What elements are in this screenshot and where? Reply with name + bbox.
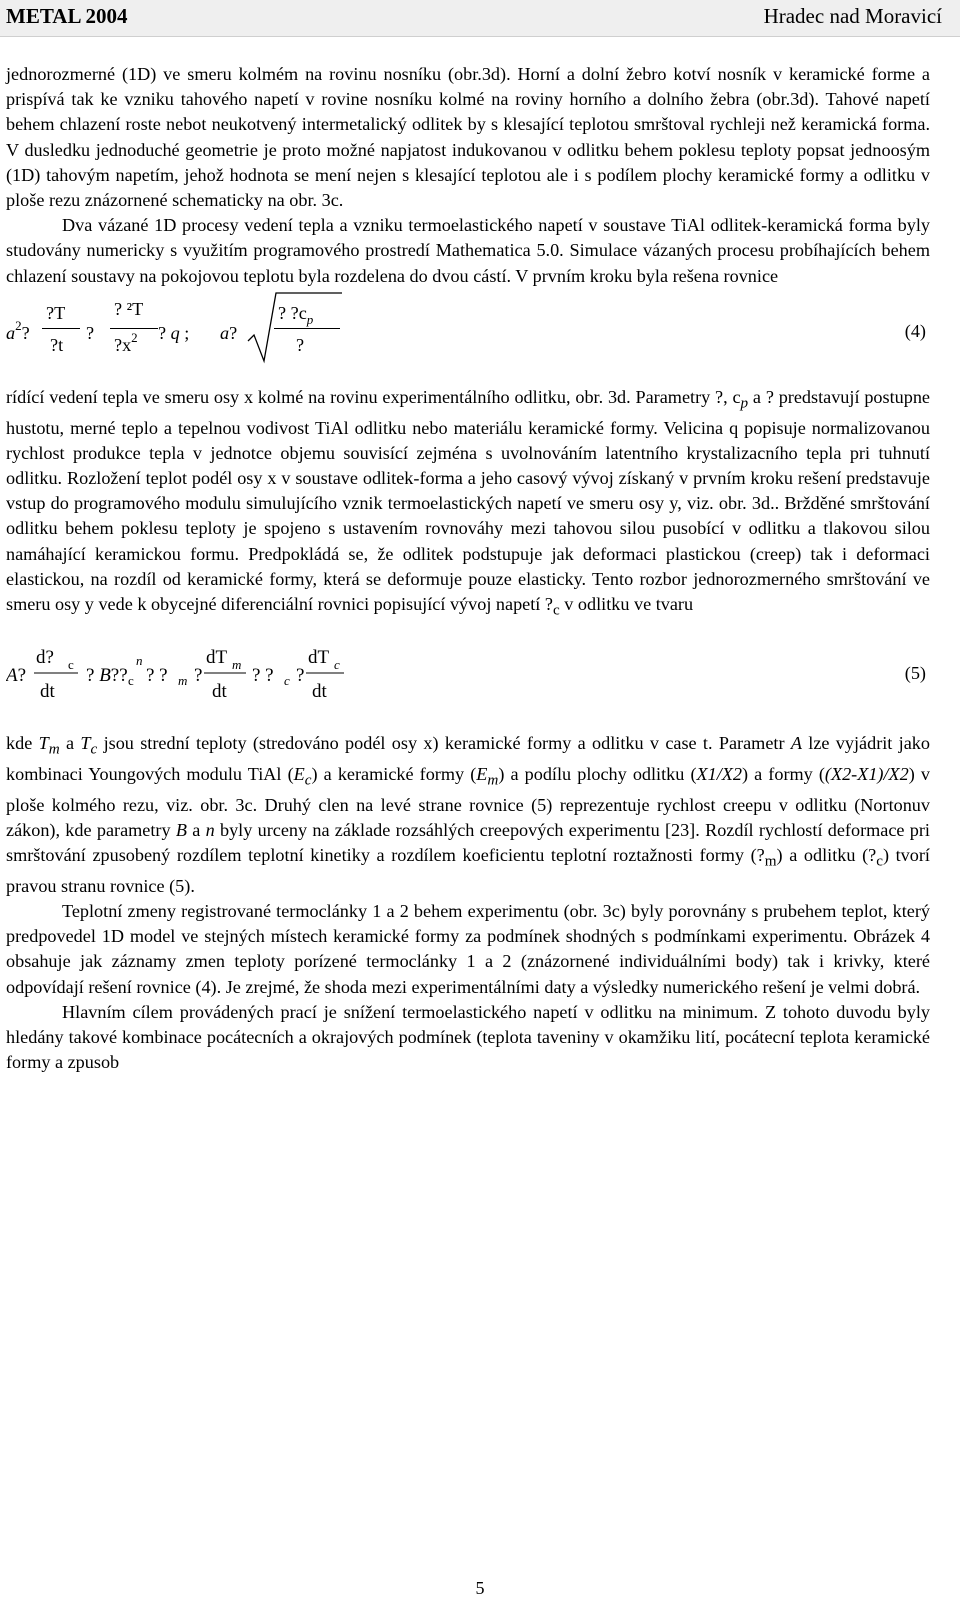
- svg-text:A?: A?: [6, 664, 27, 686]
- p4-text-11: ) a odlitku (?: [776, 845, 877, 866]
- svg-text:n: n: [136, 652, 143, 668]
- eq5-formula: [6, 629, 646, 725]
- page-number: 5: [475, 1578, 485, 1598]
- paragraph-3-text-b: a ? predstavují postupne hustotu, merné teplo a tepelnou vodivost TiAl odlitku nebo materiálu keramické formy. Velicina q popisuje normalizovanou rychlost produkce tepla v jednotce objemu souvisící zejména s uvolnováním latentního krystalizacního tepla pri tuhnutí odlitku. Rozložení teplot podél osy x v soustave odlitek-forma a jeho casový vývoj získaný v prvním kroku rešení predstavuje vstup do programového modulu simulujícího vznik termoelastických napetí ve smeru osy y, viz. obr. 3d.. Bržděné smrštování odlitku behem poklesu teploty je spojeno s ustavením rovnováhy mezi tahovou silou pusobící v odlitku a tlakovou silou namáhající keramickou formu. Predpokládá se, že odlitek podstupuje jak deformaci plastickou (creep) tak i deformaci elastickou, na rozdíl od keramické formy, která se deformuje pouze elasticky. Tento rozbor jednorozmerného smrštování ve smeru osy y vede k obycejné diferenciální rovnici popisující vývoj napetí ?: [6, 386, 930, 615]
- p4-text-4: lze vyjádrit jako kombinaci Youngových modulu TiAl (: [6, 732, 930, 784]
- p4-X2X1: (X2-X1)/X2: [824, 763, 909, 784]
- eq4-q1: ?: [21, 322, 30, 343]
- p4-text-5: ) a keramické formy (: [311, 763, 477, 784]
- svg-text:c: c: [284, 672, 290, 688]
- p4-Ec: E: [293, 763, 305, 784]
- eq4-sup-2b: 2: [131, 329, 138, 345]
- paragraph-1: jednorozmerné (1D) ve smeru kolmém na rovinu nosníku (obr.3d). Horní a dolní žebro kotví nosník v keramické forme a prispívá tak ke vzniku tahového napetí v rovine nosníku kolmé na roviny horního a dolního žebra (obr.3d). Tahové napetí behem chlazení roste nebot neukotvený intermetalický odlitek by s klesající teplotou smrštoval rychleji než keramická forma. V dusledku jednoduché geometrie je proto možné napjatost indukovanou v odlitku behem poklesu teploty popsat jednoosým (1D) tahovým napetím, jehož hodnota se mení nejen s klesající teplotou ale i s podílem plochy keramické formy a odlitku v ploše rezu znázornené schematicky na obr. 3c.: [6, 64, 930, 211]
- p4-text-3: jsou strední teploty (stredováno podél osy x) keramické formy a odlitku v case t. Parametr: [97, 732, 791, 753]
- eq4-den: ?: [296, 334, 305, 355]
- p4-text-10: byly urceny na základe rozsáhlých creepových experimentu [23]. Rozdíl rychlostí deformace pri smrštování zpusobený rozdílem teplotní kinetiky a rozdílem koeficientu teplotní roztažnosti formy (?: [6, 819, 930, 866]
- svg-text:dt: dt: [212, 680, 227, 702]
- p4-n: n: [205, 819, 215, 840]
- eq4-a: a: [6, 322, 16, 343]
- eq4-frac-line-1: [42, 328, 80, 329]
- eq4-dx: ?x: [114, 334, 132, 355]
- p4-sub-m: m: [48, 740, 60, 758]
- eq4-d2T: ? ²T: [114, 298, 144, 319]
- p4-text-2: a: [59, 732, 81, 753]
- svg-text:dt: dt: [40, 680, 55, 702]
- svg-text:c: c: [68, 656, 74, 672]
- svg-text:?: ?: [194, 664, 203, 686]
- p4-sub-m2: m: [487, 771, 499, 789]
- paragraph-3-text-c: v odlitku ve tvaru: [559, 594, 694, 615]
- p4-sub-c3: c: [876, 852, 883, 870]
- eq4-q2: ?: [86, 322, 95, 343]
- eq4-q3: ?: [158, 322, 167, 343]
- svg-text:dT: dT: [206, 646, 228, 668]
- equation-4-number: (4): [904, 320, 926, 341]
- p4-Tm: T: [38, 732, 49, 753]
- paragraph-4: [6, 731, 930, 899]
- running-header: [0, 0, 960, 37]
- svg-text:? B??: ? B??: [86, 664, 128, 686]
- svg-text:c: c: [128, 672, 134, 688]
- svg-text:m: m: [232, 656, 242, 672]
- paragraph-3-sub-c: c: [552, 601, 560, 619]
- eq4-semicolon: ;: [184, 322, 190, 343]
- conference-name: METAL 2004: [6, 4, 128, 28]
- svg-text:dt: dt: [312, 680, 327, 702]
- eq4-frac-line-2: [110, 328, 158, 329]
- paragraph-6: Hlavním cílem provádených prací je snížení termoelastického napetí v odlitku na minimum. Z tohoto duvodu byly hledány takové kombinace pocátecních a okrajových podmínek (teplota taveniny v okamžiku lití, pocátecní teplota keramické formy a zpusob: [6, 1001, 930, 1073]
- equation-5: [6, 623, 930, 731]
- p4-sub-c2: c: [304, 771, 312, 789]
- eq4-q: q: [170, 322, 180, 343]
- equation-5-number: (5): [904, 662, 926, 683]
- paragraph-2: Dva vázané 1D procesy vedení tepla a vzniku termoelastického napetí v soustave TiAl odlitek-keramická forma byly studovány numericky s využitím programového prostredí Mathematica 5.0. Simulace vázaných procesu probíhajících behem chlazení soustavy na pokojovou teplotu byla rozdelena do dvou cástí. V prvním kroku byla rešena rovnice: [6, 215, 930, 286]
- svg-text:? ?: ? ?: [252, 664, 274, 686]
- p4-text-1: kde: [6, 732, 39, 753]
- paragraph-5: Teplotní zmeny registrované termoclánky 1 a 2 behem experimentu (obr. 3c) byly porovnány s prubehem teplot, který predpovedel 1D model ve stejných místech keramické formy za podmínek shodných s podmínkami experimentu. Obrázek 4 obsahuje jak záznamy zmen teploty porízené termoclánky 1 a 2 (znázornené individuálními body) tak i krivky, které odpovídají rešení rovnice (4). Je zrejmé, že shoda mezi experimentálními daty a výsledky numerického rešení je velmi dobrá.: [6, 901, 930, 997]
- conference-location: Hradec nad Moravicí: [763, 4, 942, 28]
- p4-sub-m3: m: [764, 852, 777, 870]
- p4-A: A: [790, 732, 802, 753]
- p4-text-9: a: [186, 819, 206, 840]
- eq4-num-top: ? ?c: [278, 302, 307, 323]
- page-body: [6, 62, 930, 1076]
- p4-text-6: ) a podílu plochy odlitku (: [498, 763, 697, 784]
- svg-text:c: c: [334, 656, 340, 672]
- p4-text-8: ) v ploše kolmého rezu, viz. obr. 3c. Druhý clen na levé strane rovnice (5) reprezentuje rychlost creepu v odlitku (Nortonuv zákon), kde parametry: [6, 763, 930, 840]
- eq4-dT: ?T: [46, 302, 66, 323]
- p4-B: B: [175, 819, 187, 840]
- p4-Tc: T: [80, 732, 91, 753]
- eq4-frac-line-3: [274, 328, 340, 329]
- eq4-sup-2: 2: [15, 317, 22, 333]
- svg-text:d?: d?: [36, 646, 54, 668]
- p4-Em: E: [476, 763, 488, 784]
- svg-text:dT: dT: [308, 646, 330, 668]
- p4-X1X2: X1/X2: [696, 763, 742, 784]
- equation-4: [6, 289, 930, 385]
- p4-text-7: ) a formy (: [741, 763, 825, 784]
- svg-text:?: ?: [296, 664, 305, 686]
- eq4-sub-p: p: [306, 311, 314, 327]
- p4-sub-c: c: [90, 740, 98, 758]
- paragraph-3-text-a: rídící vedení tepla ve smeru osy x kolmé na rovinu experimentálního odlitku, obr. 3d. Parametry ?, c: [6, 386, 741, 407]
- paragraph-3-sub-p: p: [740, 394, 749, 412]
- svg-text:? ?: ? ?: [146, 664, 168, 686]
- svg-text:m: m: [178, 672, 188, 688]
- eq4-q4: ?: [229, 322, 238, 343]
- eq4-a2: a: [220, 322, 230, 343]
- paragraph-3: [6, 385, 930, 623]
- eq4-dt: ?t: [50, 334, 64, 355]
- p4-text-12: ) tvorí pravou stranu rovnice (5).: [6, 845, 930, 896]
